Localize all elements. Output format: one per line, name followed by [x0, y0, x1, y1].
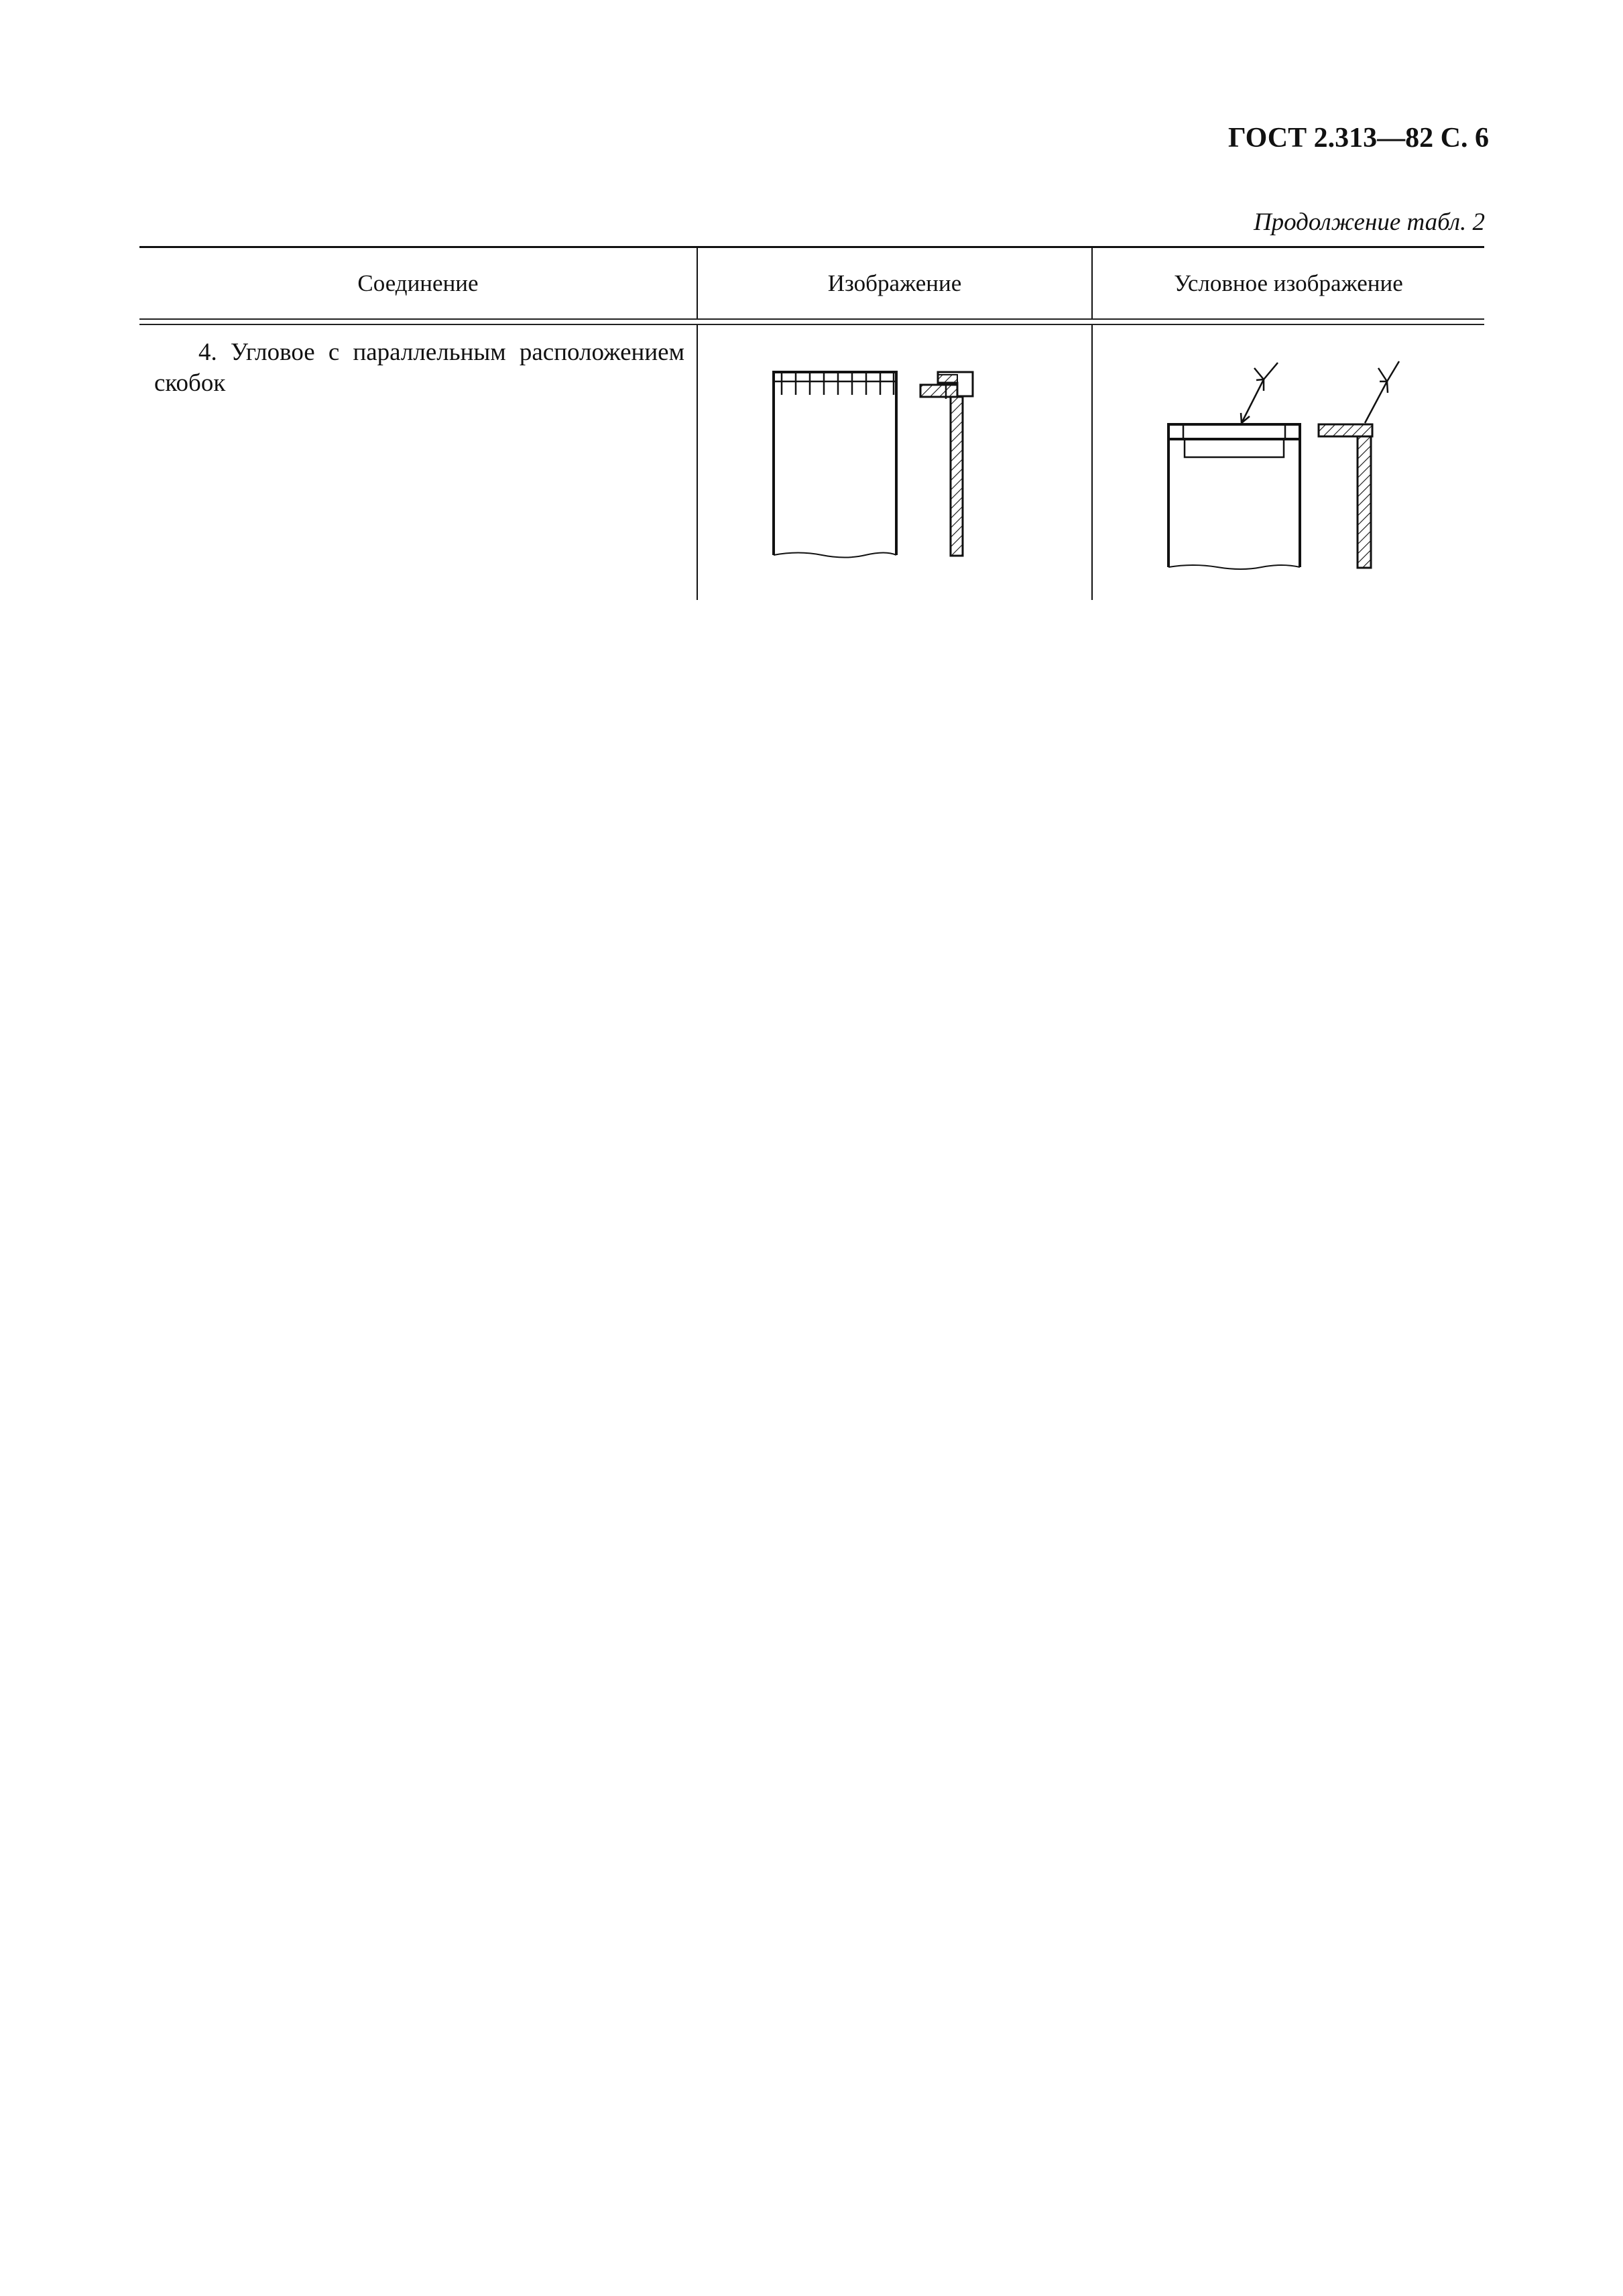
staple-joint-drawing [698, 325, 1091, 600]
corner-joint-conventional-section [1319, 424, 1372, 568]
sheet-with-staples-front-view [774, 372, 896, 558]
arrow-leader-right [1365, 361, 1399, 423]
connection-description: 4. Угловое с параллельным расположением скобок [154, 339, 684, 397]
table-row [139, 325, 1484, 600]
staple-joint-conventional-drawing [1093, 325, 1484, 600]
sheet-conventional-front-view [1168, 325, 1300, 600]
column-header-connection: Соединение [357, 269, 479, 296]
cell-conventional-image [1091, 325, 1484, 600]
joints-table [139, 246, 1484, 600]
table-header-row [139, 248, 1484, 318]
column-header-conventional-image: Условное изображение [1091, 248, 1484, 318]
corner-joint-section-view [920, 372, 973, 556]
page-header: ГОСТ 2.313—82 С. 6 [1227, 123, 1489, 154]
cell-image [697, 325, 1091, 600]
cell-connection [139, 325, 697, 600]
arrow-leader-left [1241, 363, 1278, 423]
column-header-image: Изображение [697, 248, 1091, 318]
table-header-double-rule [139, 318, 1484, 325]
table-caption: Продолжение табл. 2 [1253, 208, 1485, 236]
